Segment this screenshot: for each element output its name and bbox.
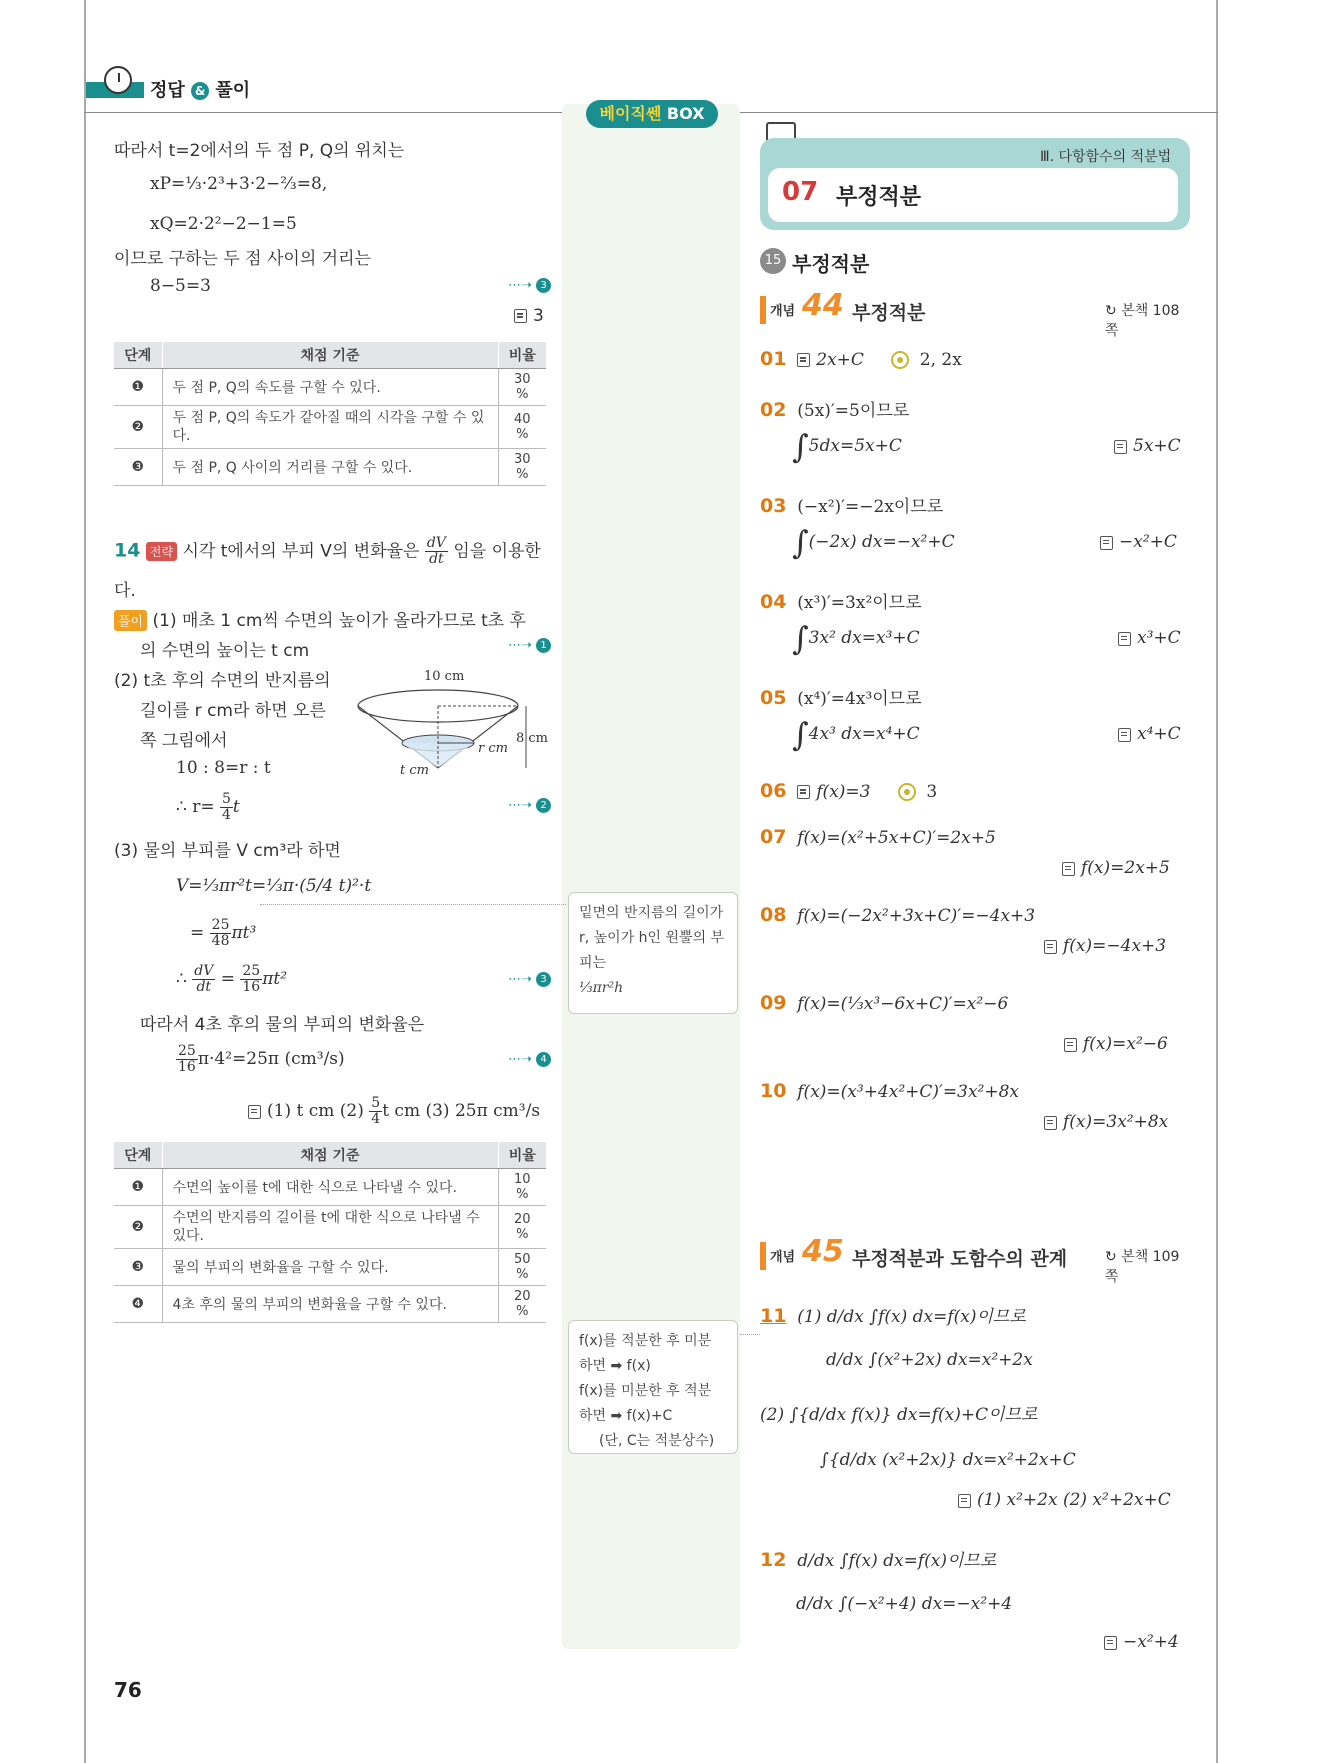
concept-label: 개념	[770, 304, 796, 319]
q11-answer	[958, 1490, 1171, 1510]
q03-line-b	[792, 523, 955, 562]
frac-num: 5	[222, 791, 231, 807]
q06	[760, 780, 937, 802]
chapter-path: Ⅲ. 다항함수의 적분법	[1040, 149, 1172, 165]
label-t: t cm	[400, 763, 429, 778]
answer-13-value: 3	[533, 306, 544, 326]
frac-num: 25	[211, 917, 230, 933]
q02-b: 5dx=5x+C	[808, 436, 902, 456]
sol-2b: 길이를 r cm라 하면 오른	[140, 701, 326, 721]
frac-num: 25	[242, 963, 261, 979]
q11-a: (1) d/dx ∫f(x) dx=f(x)이므로	[797, 1307, 1026, 1327]
q07-line-a	[760, 826, 996, 848]
frac-num: 5	[371, 1095, 381, 1111]
answer-icon	[514, 309, 527, 323]
q-number: 11	[760, 1305, 787, 1327]
t2-criteria: 물의 부피의 변화율을 구할 수 있다.	[162, 1248, 498, 1285]
q12-answer-value: −x²+4	[1123, 1632, 1179, 1652]
answer-icon	[1044, 1116, 1057, 1130]
q03-answer	[1100, 532, 1177, 552]
step-marker-1: ⋯➝ 1	[508, 638, 551, 653]
q04-b: 3x² dx=x³+C	[808, 628, 920, 648]
q-number: 03	[760, 495, 787, 517]
note2-line4: 하면 ➡ f(x)+C	[579, 1408, 673, 1424]
q12-b: d/dx ∫(−x²+4) dx=−x²+4	[796, 1594, 1013, 1614]
integral-derivative-note	[568, 1320, 738, 1454]
q02-line-a	[760, 396, 909, 421]
q12-line-a	[760, 1546, 996, 1571]
label-10cm: 10 cm	[424, 669, 465, 684]
q02-answer-value: 5x+C	[1133, 436, 1181, 456]
frac-den: 16	[242, 979, 261, 995]
sol-2d: 10 : 8=r : t	[176, 758, 271, 778]
sol-3c-frac	[210, 918, 232, 949]
note1-line1: 밑면의 반지름의 길이가	[579, 905, 724, 921]
frac-den: 4	[371, 1111, 381, 1127]
q10-answer	[1044, 1112, 1168, 1132]
step-marker-2: ⋯➝ 2	[508, 798, 551, 813]
step-marker-3: ⋯➝ 3	[508, 278, 551, 293]
q-number: 08	[760, 904, 787, 926]
sol-2e	[176, 792, 240, 823]
q08-answer	[1044, 936, 1166, 956]
table-row	[114, 368, 546, 405]
frac-num: dV	[194, 963, 214, 979]
t1-criteria: 두 점 P, Q의 속도가 같아질 때의 시각을 구할 수 있다.	[162, 405, 498, 448]
sol-3d	[176, 964, 287, 995]
sol-line-1	[114, 606, 526, 631]
t2-ratio: 20 %	[498, 1285, 546, 1322]
sol-3d-frac2	[240, 964, 262, 995]
t1-step: ❷	[114, 405, 162, 448]
q01-target: 2, 2x	[919, 350, 962, 370]
grading-table-2	[114, 1142, 546, 1323]
answer-icon	[797, 353, 810, 367]
sol-3d-frac1	[192, 964, 215, 995]
q11-answer-value: (1) x²+2x (2) x²+2x+C	[977, 1490, 1171, 1510]
q09-line-a	[760, 992, 1008, 1014]
frac-den: 48	[211, 933, 230, 949]
table-row	[114, 1205, 546, 1248]
sol-3a: (3) 물의 부피를 V cm³라 하면	[114, 841, 341, 861]
concept-bar	[760, 1242, 766, 1270]
q01-answer: 2x+C	[816, 350, 864, 370]
t2-step: ❸	[114, 1248, 162, 1285]
sol-3c	[190, 918, 256, 949]
page-number: 76	[114, 1678, 142, 1702]
q-number: 02	[760, 399, 787, 421]
answer-icon	[1114, 440, 1127, 454]
sol-5-t: π·4²=25π (cm³/s)	[197, 1049, 345, 1069]
q04-a: (x³)′=3x²이므로	[797, 593, 922, 613]
page-border-right	[1216, 0, 1218, 1763]
t1-ratio: 40 %	[498, 405, 546, 448]
ans14-b: t cm (3) 25π cm³/s	[382, 1101, 541, 1121]
step-marker-3b: ⋯➝ 3	[508, 972, 551, 987]
t2-step: ❹	[114, 1285, 162, 1322]
sol-1b: 의 수면의 높이는 t cm	[140, 641, 310, 661]
q05-b: 4x³ dx=x⁴+C	[808, 724, 920, 744]
cone-figure	[354, 668, 554, 778]
target-icon	[898, 783, 916, 801]
sol-3d-eq: =	[220, 969, 235, 989]
header-title	[150, 76, 250, 102]
answer-icon	[1100, 536, 1113, 550]
table-row	[114, 448, 546, 485]
sol-2e-pre: ∴ r=	[176, 797, 215, 817]
concept-number: 44	[802, 288, 844, 323]
q06-target: 3	[926, 782, 938, 802]
sol-3d-t: πt²	[262, 969, 288, 989]
q11-c: (2) ∫{d/dx f(x)} dx=f(x)+C이므로	[760, 1405, 1038, 1425]
q02-a: (5x)′=5이므로	[797, 401, 910, 421]
q-number: 05	[760, 687, 787, 709]
step-marker-4: ⋯➝ 4	[508, 1052, 551, 1067]
q05-answer	[1118, 724, 1181, 744]
box-label-a: 베이직쎈	[599, 104, 662, 123]
sol-2c: 쪽 그림에서	[140, 731, 228, 751]
q07-a: f(x)=(x²+5x+C)′=2x+5	[797, 828, 996, 848]
grading-table-1	[114, 342, 546, 486]
answer-icon	[1104, 1636, 1117, 1650]
concept-44-header	[760, 288, 1190, 339]
sol-3b: V=⅓πr²t=⅓π·(5/4 t)²·t	[176, 876, 372, 896]
xq-equation: xQ=2·2²−2−1=5	[150, 214, 297, 234]
cone-volume-note	[568, 892, 738, 1014]
q08-line-a	[760, 904, 1035, 926]
sol-2e-t: t	[232, 797, 240, 817]
xp-equation: xP=⅓·2³+3·2−⅔=8,	[150, 174, 328, 194]
t2-criteria: 수면의 높이를 t에 대한 식으로 나타낼 수 있다.	[162, 1168, 498, 1205]
note2-line3: f(x)를 미분한 후 적분	[579, 1383, 712, 1399]
target-icon	[891, 351, 909, 369]
concept-45-header	[760, 1234, 1190, 1285]
q12-a: d/dx ∫f(x) dx=f(x)이므로	[797, 1551, 997, 1571]
t2-ratio: 10 %	[498, 1168, 546, 1205]
q14-fraction	[425, 536, 448, 567]
sol-5	[176, 1044, 345, 1075]
clock-icon	[104, 66, 132, 94]
answer-13	[514, 306, 544, 326]
t1-step: ❶	[114, 368, 162, 405]
integral-sign: ∫	[792, 619, 809, 658]
q14-number: 14	[114, 539, 141, 562]
sol-2a: (2) t초 후의 수면의 반지름의	[114, 671, 331, 691]
frac-den: dt	[196, 979, 212, 995]
answer-icon	[1062, 862, 1075, 876]
q14-statement	[114, 536, 541, 567]
concept-ref-text: 본책 108쪽	[1105, 303, 1180, 339]
sol-3c-t: πt³	[231, 923, 257, 943]
table-row	[114, 1285, 546, 1322]
t2-header-criteria: 채점 기준	[162, 1142, 498, 1168]
sol-1a: (1) 매초 1 cm씩 수면의 높이가 올라가므로 t초 후	[152, 611, 526, 631]
note-leader-1	[260, 904, 566, 905]
frac-den: 4	[222, 807, 231, 823]
left-line-4: 이므로 구하는 두 점 사이의 거리는	[114, 249, 371, 269]
q02-answer	[1114, 436, 1181, 456]
t1-criteria: 두 점 P, Q의 속도를 구할 수 있다.	[162, 368, 498, 405]
label-8cm: 8 cm	[516, 731, 549, 746]
section-title: 부정적분	[792, 252, 870, 276]
q04-line-b	[792, 619, 920, 658]
note-leader-2	[740, 1334, 760, 1335]
table-row	[114, 1248, 546, 1285]
t1-step: ❸	[114, 448, 162, 485]
frac-num: dV	[426, 535, 446, 551]
q03-a: (−x²)′=−2x이므로	[797, 497, 944, 517]
sol-3c-eq: =	[190, 923, 205, 943]
q02-line-b	[792, 427, 902, 466]
q01	[760, 348, 962, 370]
t1-header-step: 단계	[114, 342, 162, 368]
q06-answer: f(x)=3	[816, 782, 871, 802]
t1-criteria: 두 점 P, Q 사이의 거리를 구할 수 있다.	[162, 448, 498, 485]
frac-den: dt	[429, 551, 444, 567]
table-row	[114, 405, 546, 448]
q03-answer-value: −x²+C	[1119, 532, 1177, 552]
q-number: 06	[760, 780, 787, 802]
answer-icon	[1118, 632, 1131, 646]
note1-line2: r, 높이가 h인 원뿔의 부	[579, 930, 725, 946]
q-number: 07	[760, 826, 787, 848]
integral-sign: ∫	[792, 523, 809, 562]
answer-icon	[958, 1494, 971, 1508]
q04-answer-value: x³+C	[1137, 628, 1181, 648]
sol-5-frac	[176, 1044, 198, 1075]
q11-b: d/dx ∫(x²+2x) dx=x²+2x	[826, 1350, 1033, 1370]
t2-header-ratio: 비율	[498, 1142, 546, 1168]
q09-answer-value: f(x)=x²−6	[1083, 1034, 1168, 1054]
ans14-a: (1) t cm (2)	[267, 1101, 364, 1121]
q-number: 09	[760, 992, 787, 1014]
q10-a: f(x)=(x³+4x²+C)′=3x²+8x	[797, 1082, 1020, 1102]
t2-step: ❶	[114, 1168, 162, 1205]
page-border-left	[84, 0, 86, 1763]
t2-criteria: 4초 후의 물의 부피의 변화율을 구할 수 있다.	[162, 1285, 498, 1322]
box-label-b: BOX	[666, 104, 705, 123]
q05-a: (x⁴)′=4x³이므로	[797, 689, 922, 709]
answer-14	[248, 1096, 540, 1127]
q04-line-a	[760, 588, 922, 613]
q11-d: ∫{d/dx (x²+2x)} dx=x²+2x+C	[820, 1450, 1076, 1470]
integral-sign: ∫	[792, 715, 809, 754]
q05-answer-value: x⁴+C	[1137, 724, 1181, 744]
chapter-title-box	[768, 168, 1178, 222]
section-number: 15	[760, 248, 786, 274]
q03-line-a	[760, 492, 943, 517]
sol-2e-frac	[220, 792, 233, 823]
q12-answer	[1104, 1632, 1179, 1652]
concept-title: 부정적분	[852, 302, 926, 324]
distance-eq: 8−5=3	[150, 276, 211, 296]
concept-ref[interactable]: ↻ 본책 109쪽	[1105, 1249, 1180, 1285]
note2-line2: 하면 ➡ f(x)	[579, 1358, 651, 1374]
t1-header-ratio: 비율	[498, 342, 546, 368]
header-title-a: 정답	[150, 80, 185, 101]
concept-title: 부정적분과 도함수의 관계	[852, 1248, 1068, 1270]
q07-answer	[1062, 858, 1170, 878]
label-r: r cm	[478, 741, 508, 756]
concept-bar	[760, 296, 766, 324]
t2-ratio: 50 %	[498, 1248, 546, 1285]
q-number: 04	[760, 591, 787, 613]
frac-num: 25	[178, 1043, 196, 1059]
answer-icon	[797, 785, 810, 799]
answer-icon	[1064, 1038, 1077, 1052]
q08-a: f(x)=(−2x²+3x+C)′=−4x+3	[797, 906, 1036, 926]
ans14-frac	[369, 1096, 382, 1127]
basic-box-label	[586, 100, 718, 128]
q11-line-a	[760, 1302, 1026, 1327]
q04-answer	[1118, 628, 1181, 648]
concept-label: 개념	[770, 1250, 796, 1265]
t2-header-step: 단계	[114, 1142, 162, 1168]
note1-line3: 피는	[579, 955, 607, 971]
q-number: 10	[760, 1080, 787, 1102]
concept-number: 45	[802, 1234, 844, 1269]
q14-text-a: 시각 t에서의 부피 V의 변화율은	[182, 541, 420, 562]
left-line-1: 따라서 t=2에서의 두 점 P, Q의 위치는	[114, 141, 405, 161]
table-row	[114, 1168, 546, 1205]
q-number: 12	[760, 1549, 787, 1571]
answer-icon	[1044, 940, 1057, 954]
chapter-number: 07	[782, 177, 819, 207]
q07-answer-value: f(x)=2x+5	[1081, 858, 1170, 878]
q10-answer-value: f(x)=3x²+8x	[1063, 1112, 1169, 1132]
sol-4: 따라서 4초 후의 물의 부피의 변화율은	[140, 1015, 425, 1035]
q10-line-a	[760, 1080, 1019, 1102]
q05-line-a	[760, 684, 922, 709]
answer-icon	[248, 1105, 261, 1119]
q08-answer-value: f(x)=−4x+3	[1063, 936, 1167, 956]
t1-ratio: 30 %	[498, 448, 546, 485]
q03-b: (−2x) dx=−x²+C	[808, 532, 955, 552]
solution-tag: 풀이	[114, 610, 147, 631]
q09-a: f(x)=(⅓x³−6x+C)′=x²−6	[797, 994, 1009, 1014]
t2-ratio: 20 %	[498, 1205, 546, 1248]
integral-sign: ∫	[792, 427, 809, 466]
note2-line5: (단, C는 적분상수)	[599, 1433, 715, 1449]
header-amp: &	[191, 82, 209, 100]
strategy-tag: 전략	[146, 542, 177, 561]
note1-formula: ⅓πr²h	[579, 980, 624, 996]
note2-line1: f(x)를 적분한 후 미분	[579, 1333, 712, 1349]
t2-step: ❷	[114, 1205, 162, 1248]
chapter-title: 부정적분	[836, 185, 922, 210]
q14-text-c: 다.	[114, 581, 136, 601]
concept-ref[interactable]: ↻ 본책 108쪽	[1105, 303, 1180, 339]
q14-text-b: 임을 이용한	[453, 541, 541, 562]
t1-ratio: 30 %	[498, 368, 546, 405]
t2-criteria: 수면의 반지름의 길이를 t에 대한 식으로 나타낼 수 있다.	[162, 1205, 498, 1248]
q05-line-b	[792, 715, 920, 754]
sol-3d-pre: ∴	[176, 969, 187, 989]
concept-ref-text: 본책 109쪽	[1105, 1249, 1180, 1285]
q09-answer	[1064, 1034, 1168, 1054]
header-title-b: 풀이	[215, 80, 251, 101]
t1-header-criteria: 채점 기준	[162, 342, 498, 368]
answer-icon	[1118, 728, 1131, 742]
frac-den: 16	[178, 1059, 196, 1075]
q-number: 01	[760, 348, 787, 370]
